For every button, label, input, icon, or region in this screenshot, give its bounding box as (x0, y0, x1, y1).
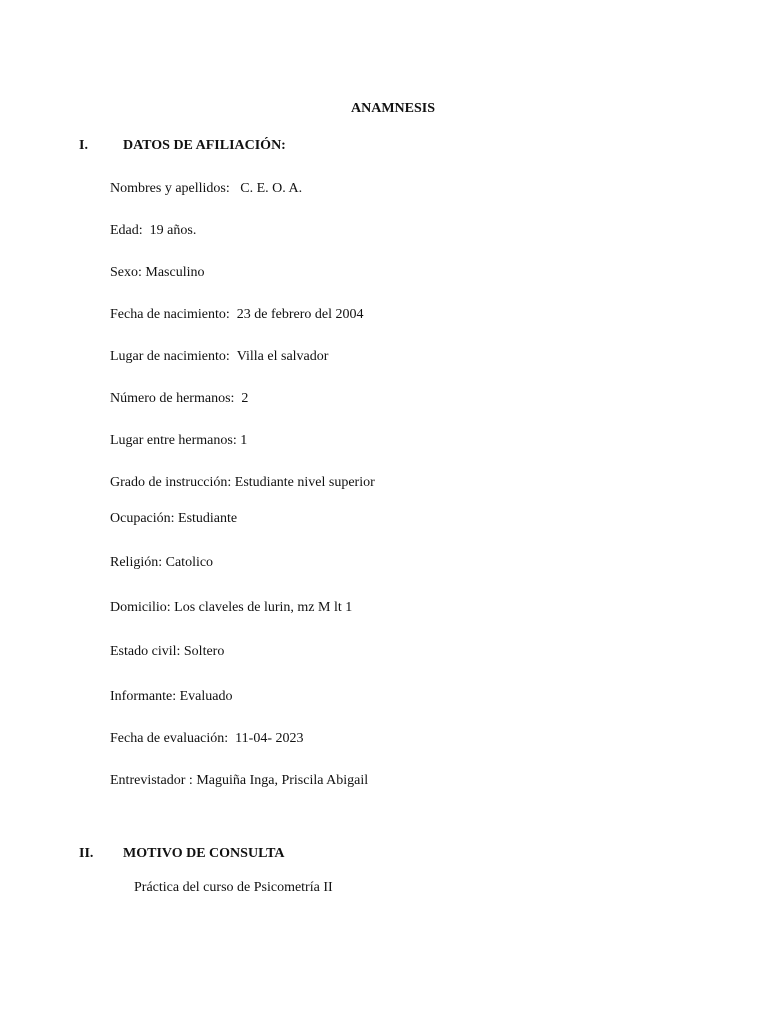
field-label: Número de hermanos: (110, 391, 235, 406)
field-estado-civil (110, 644, 224, 660)
field-label: Ocupación: (110, 511, 175, 526)
field-entrevistador (110, 773, 368, 789)
field-label: Sexo: (110, 265, 142, 280)
field-value: Los claveles de lurin, mz M lt 1 (174, 600, 353, 615)
section-title: DATOS DE AFILIACIÓN: (123, 138, 286, 153)
field-label: Lugar entre hermanos: (110, 433, 237, 448)
field-fecha-nacimiento (110, 307, 363, 323)
field-value: Estudiante nivel superior (234, 475, 375, 490)
field-lugar-nacimiento (110, 349, 328, 365)
field-edad (110, 223, 196, 239)
field-value: Maguiña Inga, Priscila Abigail (196, 773, 369, 788)
field-fecha-evaluacion (110, 731, 303, 747)
field-lugar-hermanos (110, 433, 247, 449)
field-value: 23 de febrero del 2004 (236, 307, 364, 322)
field-label: Grado de instrucción: (110, 475, 232, 490)
field-label: Religión: (110, 555, 163, 570)
field-label: Fecha de evaluación: (110, 731, 229, 746)
field-value: C. E. O. A. (240, 181, 303, 196)
section-heading-afiliacion (79, 138, 286, 154)
field-label: Estado civil: (110, 644, 181, 659)
field-label: Informante: (110, 689, 177, 704)
field-value: Estudiante (178, 511, 238, 526)
field-label: Edad: (110, 223, 143, 238)
section-number: II. (79, 846, 94, 861)
field-value: 11-04- 2023 (235, 731, 304, 746)
field-grado-instruccion (110, 475, 375, 491)
field-value: 19 años. (149, 223, 197, 238)
field-value: 1 (240, 433, 248, 448)
field-label: Fecha de nacimiento: (110, 307, 230, 322)
section-number: I. (79, 138, 88, 153)
section-title: MOTIVO DE CONSULTA (123, 846, 285, 861)
field-value: Villa el salvador (236, 349, 329, 364)
section-heading-motivo (79, 846, 285, 862)
field-value: Evaluado (179, 689, 233, 704)
field-ocupacion (110, 511, 237, 527)
field-value: Catolico (165, 555, 214, 570)
field-value: Soltero (183, 644, 225, 659)
field-label: Domicilio: (110, 600, 171, 615)
field-value: 2 (241, 391, 249, 406)
field-label: Entrevistador : (110, 773, 193, 788)
field-label: Nombres y apellidos: (110, 181, 230, 196)
field-informante (110, 689, 232, 705)
field-sexo (110, 265, 205, 281)
field-nombres (110, 181, 302, 197)
field-value: Masculino (145, 265, 205, 280)
field-religion (110, 555, 213, 571)
field-label: Lugar de nacimiento: (110, 349, 230, 364)
field-domicilio (110, 600, 352, 616)
field-numero-hermanos (110, 391, 248, 407)
motivo-text: Práctica del curso de Psicometría II (134, 880, 333, 895)
document-title: ANAMNESIS (350, 101, 435, 116)
